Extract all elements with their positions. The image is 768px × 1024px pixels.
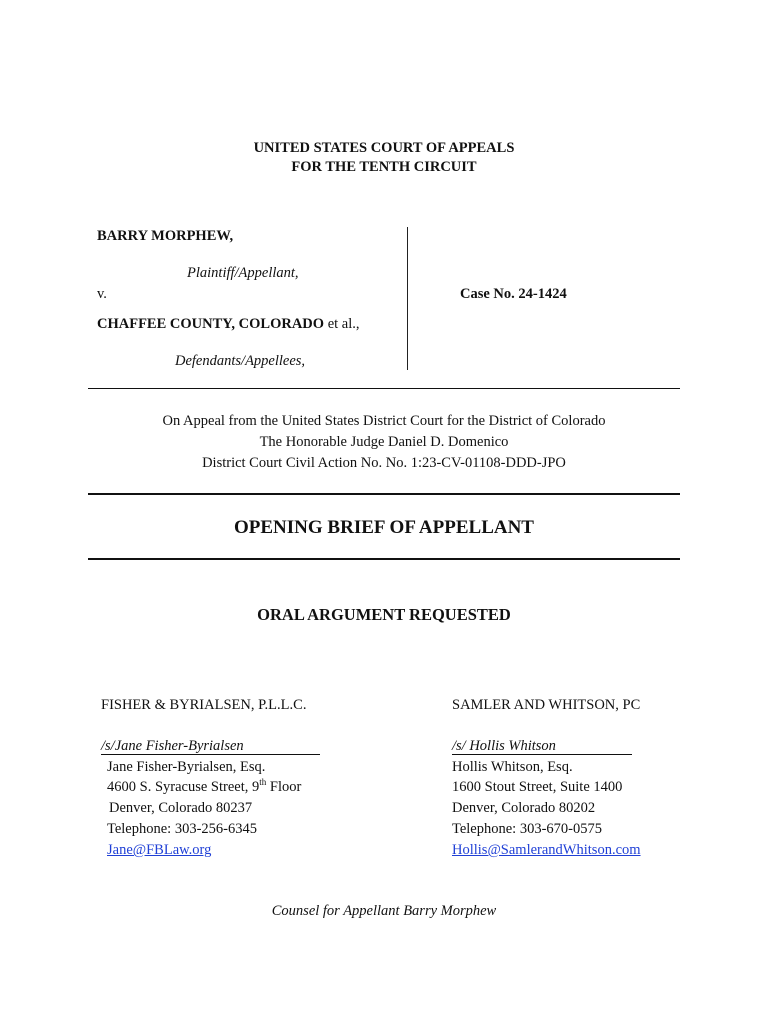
left-signature: /s/Jane Fisher-Byrialsen: [101, 738, 244, 754]
appeal-judge: The Honorable Judge Daniel D. Domenico: [259, 434, 509, 450]
left-email-link[interactable]: Jane@FBLaw.org: [107, 842, 212, 858]
right-signature: /s/ Hollis Whitson: [452, 738, 556, 754]
left-firm-name: FISHER & BYRIALSEN, P.L.L.C.: [101, 697, 307, 713]
title-rule-top: [88, 493, 680, 495]
defendant-name: [97, 316, 360, 333]
oral-argument-request: ORAL ARGUMENT REQUESTED: [257, 605, 511, 624]
versus-label: v.: [97, 286, 107, 302]
plaintiff-name: BARRY MORPHEW,: [97, 228, 234, 244]
left-phone: Telephone: 303-256-6345: [107, 821, 257, 837]
left-street-sup: th: [259, 777, 267, 788]
appeal-civil-action: District Court Civil Action No. No. 1:23-CV-01108-DDD-JPO: [202, 455, 566, 471]
right-attorney-name: Hollis Whitson, Esq.: [452, 759, 573, 775]
right-signature-line: [452, 754, 632, 755]
case-number: Case No. 24-1424: [460, 286, 567, 302]
plaintiff-role: Plaintiff/Appellant,: [187, 265, 299, 281]
left-street-address: [107, 779, 301, 796]
court-name: UNITED STATES COURT OF APPEALS: [253, 140, 515, 156]
document-title: OPENING BRIEF OF APPELLANT: [234, 517, 534, 538]
left-street-main: 4600 S. Syracuse Street, 9: [107, 779, 260, 795]
left-attorney-name: Jane Fisher-Byrialsen, Esq.: [107, 759, 266, 775]
left-signature-line: [101, 754, 320, 755]
defendant-name-bold: CHAFFEE COUNTY, COLORADO: [97, 316, 325, 332]
caption-rule: [88, 388, 680, 389]
title-rule-bottom: [88, 558, 680, 560]
caption-divider: [407, 227, 408, 370]
court-circuit: FOR THE TENTH CIRCUIT: [291, 159, 477, 175]
left-street-floor: Floor: [266, 779, 302, 795]
counsel-for-line: Counsel for Appellant Barry Morphew: [271, 903, 497, 919]
right-street-address: 1600 Stout Street, Suite 1400: [452, 779, 623, 795]
right-firm-name: SAMLER AND WHITSON, PC: [452, 697, 641, 713]
defendant-name-suffix: et al.,: [324, 316, 360, 332]
left-city: Denver, Colorado 80237: [109, 800, 253, 816]
appeal-origin: On Appeal from the United States District Court for the District of Colorado: [162, 413, 606, 429]
defendant-role: Defendants/Appellees,: [175, 353, 306, 369]
right-email-link[interactable]: Hollis@SamlerandWhitson.com: [452, 842, 641, 858]
right-phone: Telephone: 303-670-0575: [452, 821, 602, 837]
right-city: Denver, Colorado 80202: [452, 800, 596, 816]
